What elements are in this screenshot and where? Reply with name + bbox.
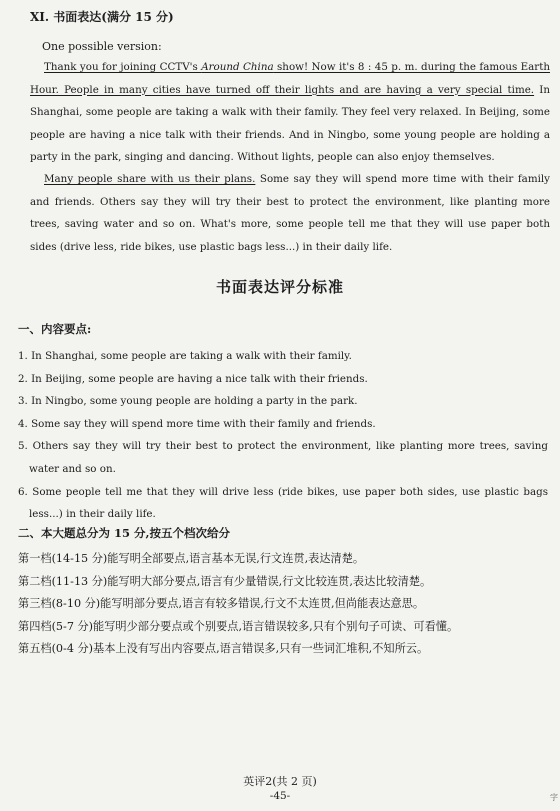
grading-levels-heading: 二、本大题总分为 15 分,按五个档次给分 (18, 526, 231, 540)
content-point: 1. In Shanghai, some people are taking a walk with their family. (18, 350, 352, 362)
essay-underlined-topic: Many people share with us their plans. (44, 173, 256, 185)
grading-level: 第二档(11-13 分)能写明大部分要点,语言有少量错误,行文比较连贯,表达比较清楚。 (18, 574, 432, 588)
essay-paragraph-2-body: Some say they will spend more time with their family and friends. Others say they will try their best to protect the environment, like planting more trees, saving water and so on. What's more, some people tell me that they will use paper both sides (drive less, ride bikes, use plastic bags less...) in their daily life. (30, 173, 550, 253)
content-point: 2. In Beijing, some people are having a nice talk with their friends. (18, 372, 368, 385)
version-label: One possible version: (42, 40, 162, 53)
content-point: 5. Others say they will try their best to protect the environment, like planting more trees, saving water and so on. (18, 440, 548, 475)
content-point: 6. Some people tell me that they will drive less (ride bikes, use paper both sides, use plastic bags less...) in their daily life. (18, 485, 548, 521)
essay-paragraph-2 (30, 168, 550, 258)
content-points-heading: 一、内容要点: (18, 322, 92, 336)
essay-underlined-opening: Thank you for joining CCTV's Around China show! Now it's 8 : 45 p. m. during the famous Earth Hour. People in many cities have turned off their lights and are having a very special time. (30, 61, 550, 96)
content-point: 4. Some say they will spend more time with their family and friends. (18, 417, 376, 430)
essay-paragraph-1 (30, 56, 550, 169)
grading-level: 第三档(8-10 分)能写明部分要点,语言有较多错误,行文不太连贯,但尚能表达意思。 (18, 597, 425, 611)
section-heading: XI. 书面表达(满分 15 分) (30, 10, 174, 24)
footer-page-number: -45- (269, 790, 291, 802)
grading-level: 第五档(0-4 分)基本上没有写出内容要点,语言错误多,只有一些词汇堆积,不知所云。 (18, 642, 429, 656)
grading-level: 第一档(14-15 分)能写明全部要点,语言基本无误,行文连贯,表达清楚。 (18, 552, 365, 565)
rubric-title: 书面表达评分标准 (215, 278, 344, 296)
corner-mark: 字 (550, 793, 558, 802)
show-title: Around China (201, 61, 274, 73)
content-points-list (18, 345, 548, 526)
footer-page-info: 英评2(共 2 页) (243, 775, 317, 788)
grading-level: 第四档(5-7 分)能写明少部分要点或个别要点,语言错误较多,只有个别句子可读、可看懂。 (18, 619, 459, 633)
content-point: 3. In Ningbo, some young people are holding a party in the park. (18, 395, 358, 408)
essay-paragraph-1-body: In Shanghai, some people are taking a walk with their family. They feel very relaxed. In Beijing, some people are having a nice talk with their friends. And in Ningbo, some young people are holding a party in the park, singing and dancing. Without lights, people can also enjoy themselves. (30, 83, 550, 164)
grading-levels-list (18, 548, 458, 661)
